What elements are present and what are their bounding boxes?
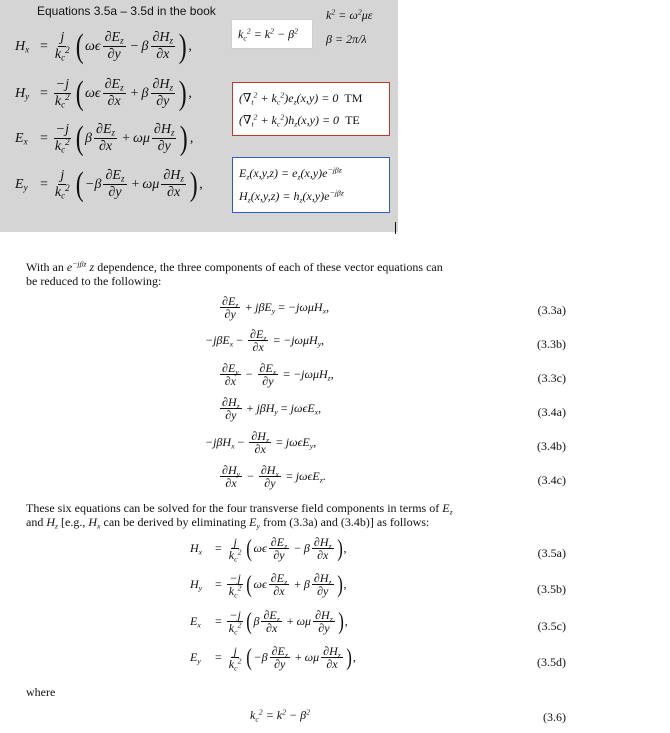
- tag-3-5c: (3.5c): [537, 619, 566, 633]
- tag-3-5a: (3.5a): [537, 546, 566, 560]
- eq-3-3b: −jβE$_x$ − $\frac{\partial E_z}{\partial x}$ = −jωμH$_y$ ,: [205, 327, 325, 354]
- tag-3-4a: (3.4a): [537, 405, 566, 419]
- eq-3-3a: $\frac{\partial E_z}{\partial y}$ + jβE$_y$ = −jωμH$_x$ ,: [222, 294, 330, 321]
- intro-paragraph: With an $e^{-j\beta z}$ z dependence, the three components of each of these vector equations can be reduced to the following:: [26, 259, 443, 288]
- eq-3-6: $k_c^2 = k^2 - \beta^2$: [250, 707, 311, 724]
- kc-relation-box: $k_c^2 = k^2 - \beta^2$: [231, 19, 313, 49]
- eq-3-5d: $E_y$ = $\frac{j}{k_c^2}$ ( −β $\frac{\partial E_z}{\partial y}$ + ωμ $\frac{\partial H_z}{\partial x}$ ) ,: [190, 644, 356, 673]
- tag-3-4b: (3.4b): [537, 439, 566, 453]
- eq-3-4b: −jβH$_x$ − $\frac{\partial H_z}{\partial x}$ = jωϵE$_y$ ,: [205, 429, 317, 456]
- solution-paragraph: These six equations can be solved for the four transverse field components in terms of $E_z$ and $H_z$ [e.g., $H_x$ can be derived by eliminating $E_y$ from (3.3a) and (3.4b)] as follows:: [26, 501, 453, 531]
- where-label: where: [26, 685, 56, 699]
- tm-label: TM: [344, 90, 363, 105]
- eq-3-5a: $H_x$ = $\frac{j}{k_c^2}$ ( ωϵ $\frac{\partial E_z}{\partial y}$ − β $\frac{\partial H_z}{\partial x}$ ) ,: [190, 535, 347, 564]
- tag-3-5d: (3.5d): [537, 655, 566, 669]
- slide-panel: [0, 0, 398, 232]
- eq-3-3c: $\frac{\partial E_y}{\partial x}$ − $\frac{\partial E_x}{\partial y}$ = −jωμH$_z$ ,: [222, 361, 334, 388]
- eq-3-5b: $H_y$ = $\frac{-j}{k_c^2}$ ( ωϵ $\frac{\partial E_z}{\partial x}$ + β $\frac{\partial H_z}{\partial y}$ ) ,: [190, 571, 347, 600]
- eq-3-4a: $\frac{\partial H_z}{\partial y}$ + jβH$_y$ = jωϵE$_x$ ,: [222, 395, 322, 422]
- slide-eq-hy: $H_y$ = $\frac{-j}{k_c^2}$ ( ωϵ $\frac{\partial E_z}{\partial x}$ + β $\frac{\partial H_z}{\partial y}$ ) ,: [15, 75, 192, 112]
- tag-3-3a: (3.3a): [537, 303, 566, 317]
- eq-3-5c: $E_x$ = $\frac{-j}{k_c^2}$ ( β $\frac{\partial E_z}{\partial x}$ + ωμ $\frac{\partial H_z}{\partial y}$ ) ,: [190, 608, 348, 637]
- slide-eq-hx: $H_x$ = $\frac{j}{k_c^2}$ ( ωϵ $\frac{\partial E_z}{\partial y}$ − β $\frac{\partial H_z}{\partial x}$ ) ,: [15, 28, 192, 65]
- helmholtz-box: $(\nabla_t^2 + k_c^2)e_z(x,y) = 0$ TM $(\nabla_t^2 + k_c^2)h_z(x,y) = 0$ TE: [232, 82, 390, 136]
- tag-3-5b: (3.5b): [537, 582, 566, 596]
- tag-3-3c: (3.3c): [537, 371, 566, 385]
- z-dependence-box: $E_z(x,y,z) = e_z(x,y)e^{-j\beta z}$ $H_z(x,y,z) = h_z(x,y)e^{-j\beta z}$: [232, 157, 390, 213]
- slide-eq-ex: $E_x$ = $\frac{-j}{k_c^2}$ ( β $\frac{\partial E_z}{\partial x}$ + ωμ $\frac{\partial H_z}{\partial y}$ ) ,: [15, 120, 194, 157]
- slide-title: Equations 3.5a – 3.5d in the book: [37, 4, 216, 18]
- tag-3-6: (3.6): [543, 710, 566, 724]
- beta-relation: β = 2π/λ: [326, 32, 367, 46]
- slide-eq-ey: $E_y$ = $\frac{j}{k_c^2}$ ( −β $\frac{\partial E_z}{\partial y}$ + ωμ $\frac{\partial H_z}{\partial x}$ ) ,: [15, 166, 203, 203]
- text-cursor: [395, 222, 396, 234]
- te-label: TE: [345, 112, 360, 127]
- tag-3-4c: (3.4c): [537, 473, 566, 487]
- eq-3-4c: $\frac{\partial H_y}{\partial x}$ − $\frac{\partial H_x}{\partial y}$ = jωϵE$_z$ .: [222, 463, 326, 490]
- tag-3-3b: (3.3b): [537, 337, 566, 351]
- k-relation: $k^2 = \omega^2\mu\varepsilon$: [326, 7, 373, 22]
